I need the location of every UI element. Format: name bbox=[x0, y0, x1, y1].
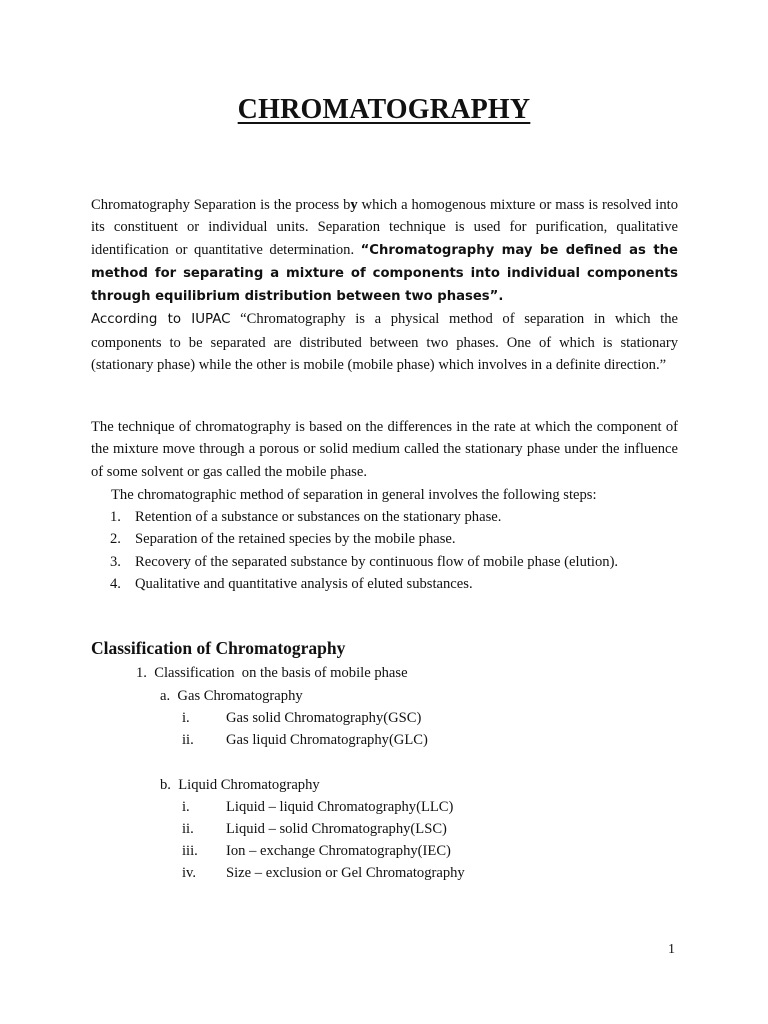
steps-intro: The chromatographic method of separation in general involves the following steps: bbox=[111, 487, 597, 503]
step-text: Retention of a substance or substances on the stationary phase. bbox=[135, 509, 502, 525]
classification-item-mobile-phase: 1. Classification on the basis of mobile phase bbox=[136, 665, 408, 681]
step-number: 3. bbox=[110, 553, 121, 570]
list-item bbox=[110, 528, 618, 550]
liquid-chromatography-label: b. Liquid Chromatography bbox=[160, 777, 320, 793]
iupac-definition: “Chromatography is a physical method of separation in which the components to be separated are distributed between two phases. One of which is stationary (stationary phase) while the other is mobile (mobile phase) which involves in a definite direction.” bbox=[91, 311, 678, 374]
list-item bbox=[110, 506, 618, 528]
list-item bbox=[110, 573, 618, 595]
list-item: Liquid – solid Chromatography(LSC) bbox=[226, 821, 447, 837]
step-text: Recovery of the separated substance by continuous flow of mobile phase (elution). bbox=[135, 553, 619, 570]
intro-paragraph bbox=[91, 194, 678, 376]
list-item: Size – exclusion or Gel Chromatography bbox=[226, 865, 465, 881]
list-item: Gas liquid Chromatography(GLC) bbox=[226, 732, 428, 748]
page-number: 1 bbox=[668, 942, 675, 957]
roman-numeral: ii. bbox=[182, 821, 194, 837]
iupac-lead: According to IUPAC bbox=[91, 312, 231, 328]
roman-numeral: i. bbox=[182, 710, 190, 726]
step-number: 2. bbox=[110, 531, 121, 548]
intro-text-rest: which a homogenous mixture or mass is resolved into its constituent or individual units. Separation technique is used for purification, qualitative identification or quantitative determination. bbox=[91, 197, 678, 258]
page-title: CHROMATOGRAPHY bbox=[237, 94, 531, 125]
intro-bold-letter: y bbox=[350, 197, 358, 213]
list-item: Liquid – liquid Chromatography(LLC) bbox=[226, 799, 454, 815]
roman-numeral: ii. bbox=[182, 732, 194, 748]
roman-numeral: iv. bbox=[182, 865, 197, 881]
roman-numeral: i. bbox=[182, 799, 190, 815]
classification-heading: Classification of Chromatography bbox=[91, 638, 346, 658]
step-text: Qualitative and quantitative analysis of eluted substances. bbox=[135, 575, 473, 592]
intro-text: Chromatography Separation is the process b bbox=[91, 197, 351, 213]
step-text: Separation of the retained species by the mobile phase. bbox=[135, 531, 456, 548]
list-item: Gas solid Chromatography(GSC) bbox=[226, 710, 422, 726]
basis-paragraph: The technique of chromatography is based on the differences in the rate at which the component of the mixture move through a porous or solid medium called the stationary phase under the influence of some solvent or gas called the mobile phase. bbox=[91, 419, 678, 480]
list-item: Ion – exchange Chromatography(IEC) bbox=[226, 843, 451, 859]
step-number: 1. bbox=[110, 509, 121, 525]
roman-numeral: iii. bbox=[182, 843, 198, 859]
steps-list bbox=[110, 506, 618, 595]
step-number: 4. bbox=[110, 575, 121, 592]
list-item bbox=[110, 551, 618, 573]
gas-chromatography-label: a. Gas Chromatography bbox=[160, 688, 303, 704]
definition-bold-text: “Chromatography may be defined as the method for separating a mixture of components into individual components through equilibrium distribution between two phases”. bbox=[91, 242, 678, 305]
